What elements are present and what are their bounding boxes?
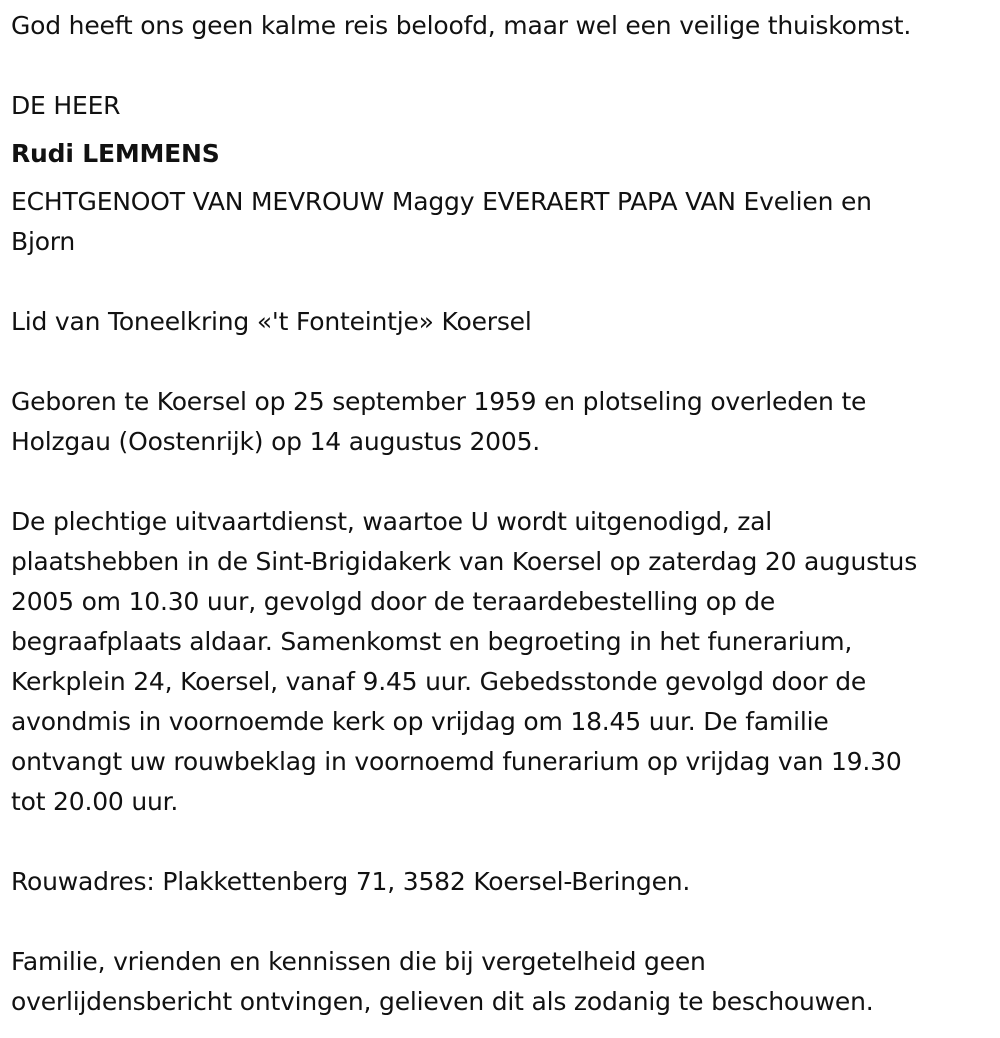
birth-death-line: Geboren te Koersel op 25 september 1959 en plotseling overleden te (11, 387, 867, 416)
spacer (11, 822, 991, 862)
service-line: De plechtige uitvaartdienst, waartoe U wordt uitgenodigd, zal (11, 507, 773, 536)
closing-paragraph (11, 942, 991, 1022)
closing-line: Familie, vrienden en kennissen die bij vergetelheid geen (11, 947, 706, 976)
spacer (11, 462, 991, 502)
spacer (11, 902, 991, 942)
service-line: tot 20.00 uur. (11, 787, 179, 816)
obituary-document (11, 6, 991, 1022)
birth-death-paragraph (11, 382, 991, 462)
relation-line: Bjorn (11, 227, 76, 256)
motto-text: God heeft ons geen kalme reis beloofd, maar wel een veilige thuiskomst. (11, 11, 912, 40)
service-line: Kerkplein 24, Koersel, vanaf 9.45 uur. Gebedsstonde gevolgd door de (11, 667, 867, 696)
service-line: 2005 om 10.30 uur, gevolgd door de teraardebestelling op de (11, 587, 776, 616)
spacer (11, 174, 991, 182)
spacer (11, 46, 991, 86)
relation-line: ECHTGENOOT VAN MEVROUW Maggy EVERAERT PAPA VAN Evelien en (11, 187, 872, 216)
service-line: begraafplaats aldaar. Samenkomst en begroeting in het funerarium, (11, 627, 853, 656)
birth-death-line: Holzgau (Oostenrijk) op 14 augustus 2005. (11, 427, 541, 456)
honorific-title: DE HEER (11, 91, 121, 120)
service-line: ontvangt uw rouwbeklag in voornoemd funerarium op vrijdag van 19.30 (11, 747, 902, 776)
spacer (11, 342, 991, 382)
service-paragraph (11, 502, 991, 822)
spacer (11, 126, 991, 134)
membership-text: Lid van Toneelkring «'t Fonteintje» Koersel (11, 307, 532, 336)
mourning-address: Rouwadres: Plakkettenberg 71, 3582 Koersel-Beringen. (11, 867, 691, 896)
service-line: avondmis in voornoemde kerk op vrijdag om 18.45 uur. De familie (11, 707, 829, 736)
closing-line: overlijdensbericht ontvingen, gelieven dit als zodanig te beschouwen. (11, 987, 874, 1016)
spacer (11, 262, 991, 302)
service-line: plaatshebben in de Sint-Brigidakerk van Koersel op zaterdag 20 augustus (11, 547, 918, 576)
deceased-name: Rudi LEMMENS (11, 139, 220, 168)
relation-paragraph (11, 182, 991, 262)
